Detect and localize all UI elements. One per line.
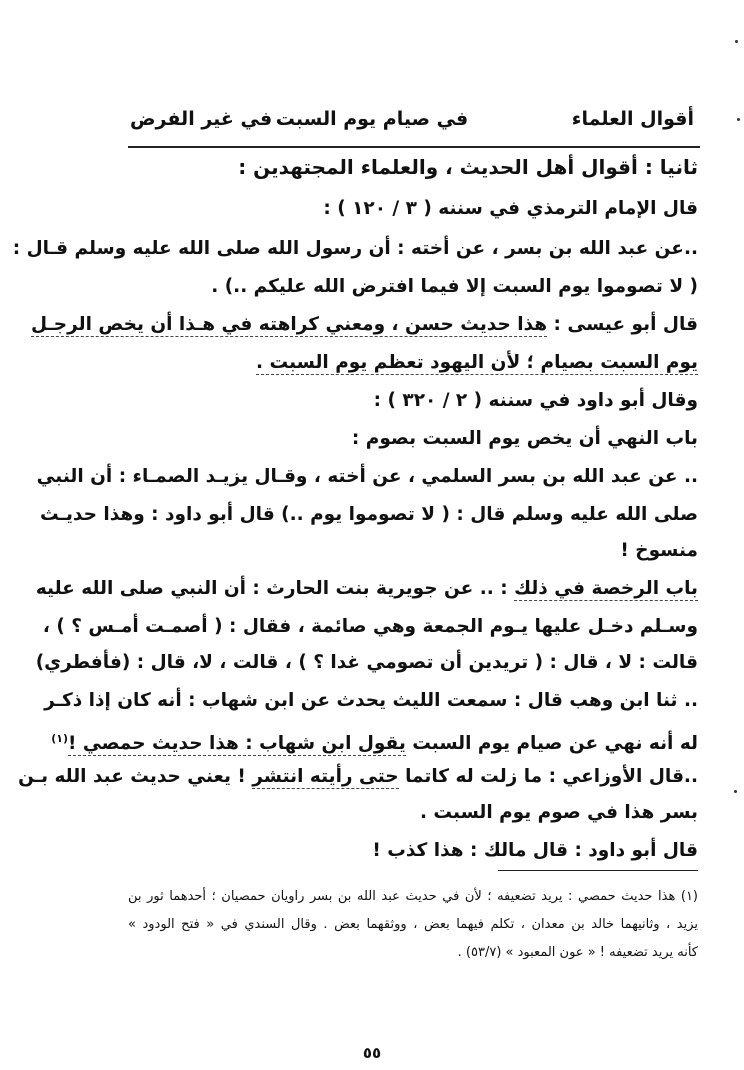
footnote-line: كأنه يريد تضعيفه ! « عون المعبود » (٥٣/٧) . bbox=[457, 945, 698, 960]
body-line: صلى الله عليه وسلم قال : ( لا تصوموا يوم ..) قال أبو داود : وهذا حديـث bbox=[40, 504, 698, 525]
body-line: منسوخ ! bbox=[620, 540, 698, 561]
section-heading: ثانيا : أقوال أهل الحديث ، والعلماء المجتهدين : bbox=[238, 155, 698, 179]
body-line: ..عن عبد الله بن بسر ، عن أخته : أن رسول الله صلى الله عليه وسلم قـال : bbox=[12, 238, 698, 259]
footnote-line: يزيد ، وثانيهما خالد بن معدان ، تكلم فيهما بعض ، ووثقهما بعض . وقال السندي في « فتح الودود » bbox=[128, 917, 698, 932]
line-text: ..قال الأوزاعي : ما زلت له كاتما bbox=[398, 766, 698, 787]
body-line: وسـلم دخـل عليها يـوم الجمعة وهي صائمة ، فقال : ( أصمـت أمـس ؟ ) ، bbox=[42, 616, 698, 637]
body-line bbox=[128, 346, 698, 380]
body-line: بسر هذا في صوم يوم السبت . bbox=[419, 802, 698, 823]
body-line bbox=[35, 572, 698, 606]
footnote-reference: (١) bbox=[51, 732, 68, 745]
underlined-text: يقول ابن شهاب : هذا حديث حمصي ! bbox=[67, 733, 406, 755]
header-rule bbox=[128, 146, 700, 148]
line-text: ! يعني حديث عبد الله بـن bbox=[18, 766, 253, 787]
running-header-left: في غير الفرض bbox=[130, 108, 273, 130]
underlined-text: حتى رأيته انتشر bbox=[252, 766, 399, 787]
body-line: ( لا تصوموا يوم السبت إلا فيما افترض الله عليكم ..) . bbox=[211, 276, 698, 297]
body-line bbox=[18, 760, 698, 794]
line-text: له أنه نهي عن صيام يوم السبت bbox=[405, 733, 698, 755]
chapter-title: باب النهي أن يخص يوم السبت بصوم : bbox=[351, 428, 698, 449]
scan-speck bbox=[737, 118, 740, 121]
line-text: : .. عن جويرية بنت الحارث : أن النبي صلى الله عليه bbox=[35, 578, 515, 599]
underlined-text: باب الرخصة في ذلك bbox=[514, 578, 698, 599]
scan-speck bbox=[734, 790, 737, 793]
body-line: .. ثنا ابن وهب قال : سمعت الليث يحدث عن ابن شهاب : أنه كان إذا ذكـر bbox=[44, 690, 698, 711]
body-line bbox=[51, 722, 698, 756]
body-line: .. عن عبد الله بن بسر السلمي ، عن أخته ، وقـال يزيـد الصمـاء : أن النبي bbox=[36, 466, 698, 487]
running-header-center: في صيام يوم السبت bbox=[275, 108, 469, 130]
underlined-text: هذا حديث حسن ، ومعني كراهته في هـذا أن يخص الرجـل bbox=[30, 314, 548, 335]
body-line: قالت : لا ، قال : ( تريدين أن تصومي غدا ؟ ) ، قالت ، لا، قال : (فأفطري) bbox=[35, 652, 698, 673]
scan-speck bbox=[735, 40, 738, 43]
body-line: وقال أبو داود في سننه ( ٢ / ٣٢٠ ) : bbox=[373, 390, 698, 411]
underlined-text: يوم السبت بصيام ؛ لأن اليهود تعظم يوم السبت . bbox=[256, 352, 698, 373]
body-line bbox=[30, 308, 698, 342]
body-line: قال الإمام الترمذي في سننه ( ٣ / ١٢٠ ) : bbox=[323, 198, 698, 219]
running-header-right: أقوال العلماء bbox=[571, 108, 694, 130]
line-text: قال أبو عيسى : bbox=[547, 314, 698, 335]
footnote-rule bbox=[498, 870, 698, 871]
page-number: ٥٥ bbox=[362, 1044, 382, 1062]
body-line: قال أبو داود : قال مالك : هذا كذب ! bbox=[372, 840, 698, 861]
footnote-line: (١) هذا حديث حمصي : يريد تضعيفه ؛ لأن في حديث عبد الله بن بسر راويان حمصيان ؛ أحدهما ثور بن bbox=[128, 889, 698, 904]
